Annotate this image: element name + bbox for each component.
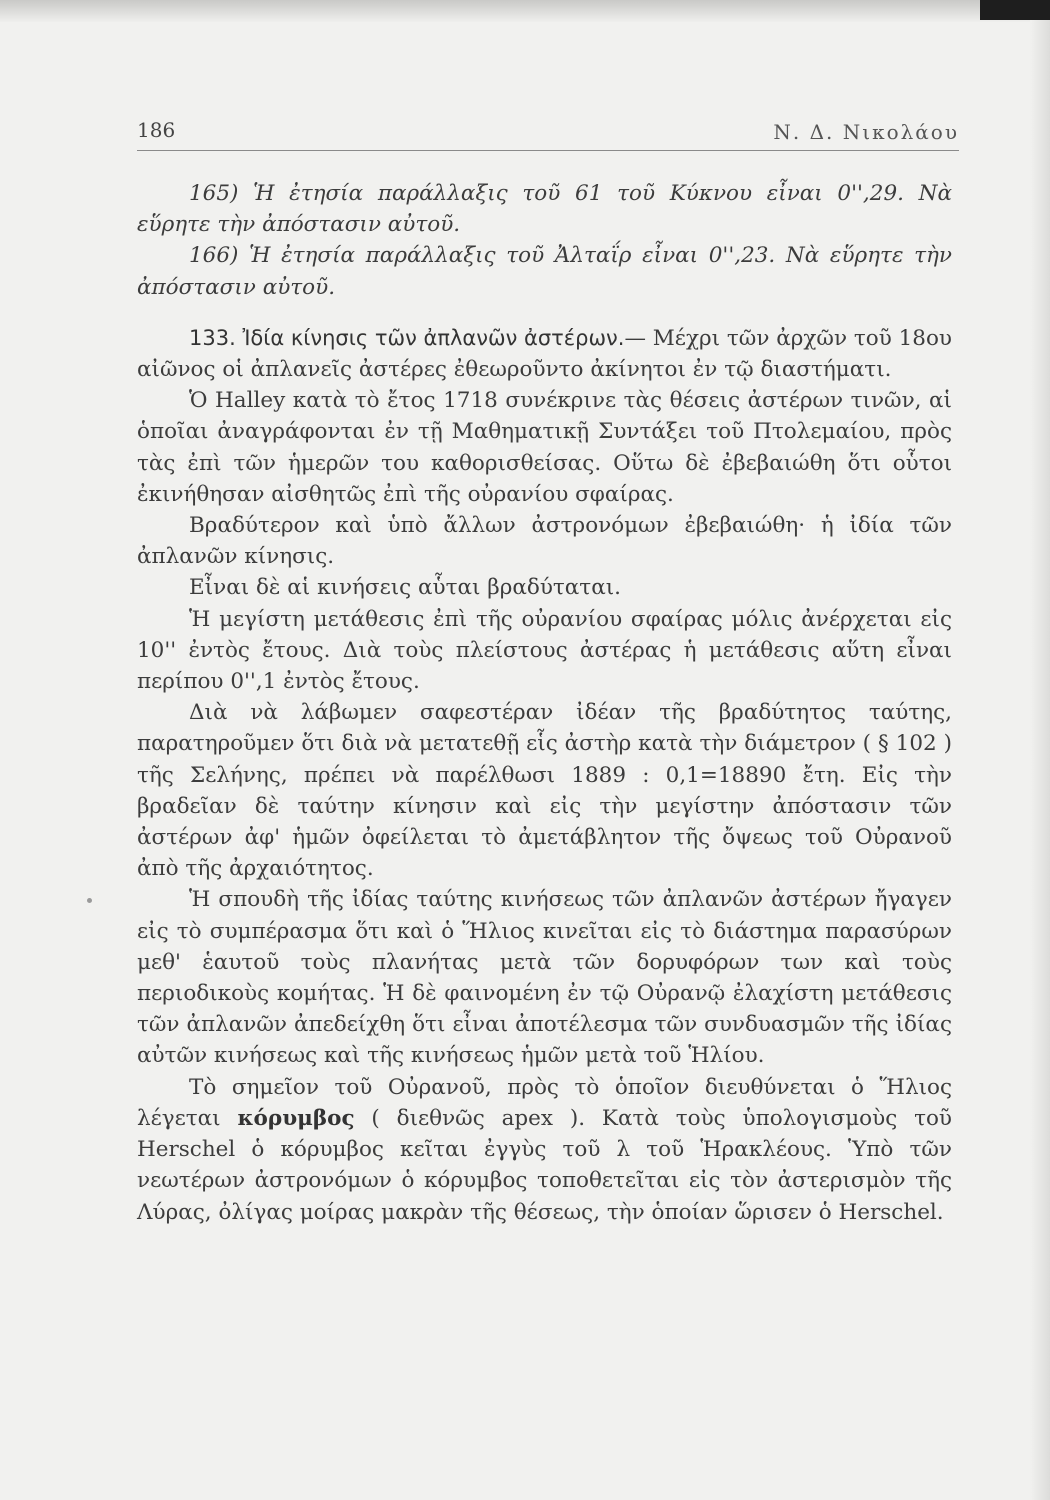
apex-text-after: ( διεθνῶς apex ). Κατὰ τοὺς ὑπολογισμοὺς τοῦ Herschel ὁ κόρυμβος κεῖται ἐγγὺς τοῦ λ τοῦ Ἡρακλέους. Ὑπὸ τῶν νεωτέρων ἀστρονόμων ὁ κόρυμβος τοποθετεῖται εἰς τὸν ἀστερισμὸν τῆς Λύρας, ὀλίγας μοίρας μακρὰν τῆς θέσεως, τὴν ὁποίαν ὥρισεν ὁ Herschel. <box>137 1105 952 1225</box>
section-heading: 133. Ἰδία κίνησις τῶν ἀπλανῶν ἀστέρων. <box>189 325 625 350</box>
paragraph-halley: Ὁ Halley κατὰ τὸ ἔτος 1718 συνέκρινε τὰς θέσεις ἀστέρων τινῶν, αἱ ὁποῖαι ἀναγράφονται ἐν τῇ Μαθηματικῇ Συντάξει τοῦ Πτολεμαίου, πρὸς τὰς ἐπὶ τῶν ἡμερῶν του καθορισθείσας. Οὕτω δὲ ἐβεβαιώθη ὅτι οὗτοι ἐκινήθησαν αἰσθητῶς ἐπὶ τῆς οὐρανίου σφαίρας. <box>137 388 952 507</box>
paragraph-later-astronomers: Βραδύτερον καὶ ὑπὸ ἄλλων ἀστρονόμων ἐβεβαιώθη· ἡ ἰδία τῶν ἀπλανῶν κίνησις. <box>137 513 952 570</box>
page-body <box>137 178 952 1228</box>
section-intro-text: — Μέχρι τῶν ἀρχῶν τοῦ 18ου αἰῶνος οἱ ἀπλανεῖς ἀστέρες ἐθεωροῦντο ἀκίνητοι ἐν τῷ διαστήματι. <box>137 325 952 383</box>
scan-speck <box>87 898 92 903</box>
running-head: Ν. Δ. Νικολάου <box>773 120 959 144</box>
apex-term: κόρυμβος <box>237 1105 355 1131</box>
section-spacer <box>137 303 952 323</box>
paragraph-sun-motion: Ἡ σπουδὴ τῆς ἰδίας ταύτης κινήσεως τῶν ἀπλανῶν ἀστέρων ἤγαγεν εἰς τὸ συμπέρασμα ὅτι καὶ ὁ Ἥλιος κινεῖται εἰς τὸ διάστημα παρασύρων μεθ' ἑαυτοῦ τοὺς πλανήτας μετὰ τῶν δορυφόρων των καὶ τοὺς περιοδικοὺς κομήτας. Ἡ δὲ φαινομένη ἐν τῷ Οὐρανῷ ἐλαχίστη μετάθεσις τῶν ἀπλανῶν ἀπεδείχθη ὅτι εἶναι ἀποτέλεσμα τῶν συνδυασμῶν τῆς ἰδίας αὐτῶν κινήσεως καὶ τῆς κινήσεως ἡμῶν μετὰ τοῦ Ἡλίου. <box>137 887 952 1069</box>
paragraph-slow-motions: Εἶναι δὲ αἱ κινήσεις αὗται βραδύταται. <box>189 575 621 601</box>
scan-corner-shadow <box>980 0 1050 20</box>
page-header <box>137 118 959 151</box>
paragraph-apex <box>137 1072 952 1228</box>
exercise-166: 166) Ἡ ἐτησία παράλλαξις τοῦ Ἀλταΐρ εἶναι 0'',23. Νὰ εὕρητε τὴν ἀπόστασιν αὐτοῦ. <box>137 243 952 300</box>
section-intro-paragraph <box>137 323 952 385</box>
paragraph-clearer-idea: Διὰ νὰ λάβωμεν σαφεστέραν ἰδέαν τῆς βραδύτητος ταύτης, παρατηροῦμεν ὅτι διὰ νὰ μετατεθῇ εἷς ἀστὴρ κατὰ τὴν διάμετρον ( § 102 ) τῆς Σελήνης, πρέπει νὰ παρέλθωσι 1889 : 0,1=18890 ἔτη. Εἰς τὴν βραδεῖαν δὲ ταύτην κίνησιν καὶ εἰς τὴν μεγίστην ἀπόστασιν τῶν ἀστέρων ἀφ' ἡμῶν ὀφείλεται τὸ ἀμετάβλητον τῆς ὄψεως τοῦ Οὐρανοῦ ἀπὸ τῆς ἀρχαιότητος. <box>137 700 952 882</box>
page-number: 186 <box>137 118 176 142</box>
exercise-165: 165) Ἡ ἐτησία παράλλαξις τοῦ 61 τοῦ Κύκνου εἶναι 0'',29. Νὰ εὕρητε τὴν ἀπόστασιν αὐτοῦ. <box>137 181 952 238</box>
paragraph-max-displacement: Ἡ μεγίστη μετάθεσις ἐπὶ τῆς οὐρανίου σφαίρας μόλις ἀνέρχεται εἰς 10'' ἐντὸς ἔτους. Διὰ τοὺς πλείστους ἀστέρας ἡ μετάθεσις αὕτη εἶναι περίπου 0'',1 ἐντὸς ἔτους. <box>137 606 952 695</box>
scan-top-shadow <box>0 0 1050 22</box>
apex-text-before: Τὸ σημεῖον τοῦ Οὐρανοῦ, πρὸς τὸ ὁποῖον διευθύνεται ὁ Ἥλιος λέγεται <box>137 1074 952 1131</box>
page-edge-shadow <box>1030 20 1050 1500</box>
